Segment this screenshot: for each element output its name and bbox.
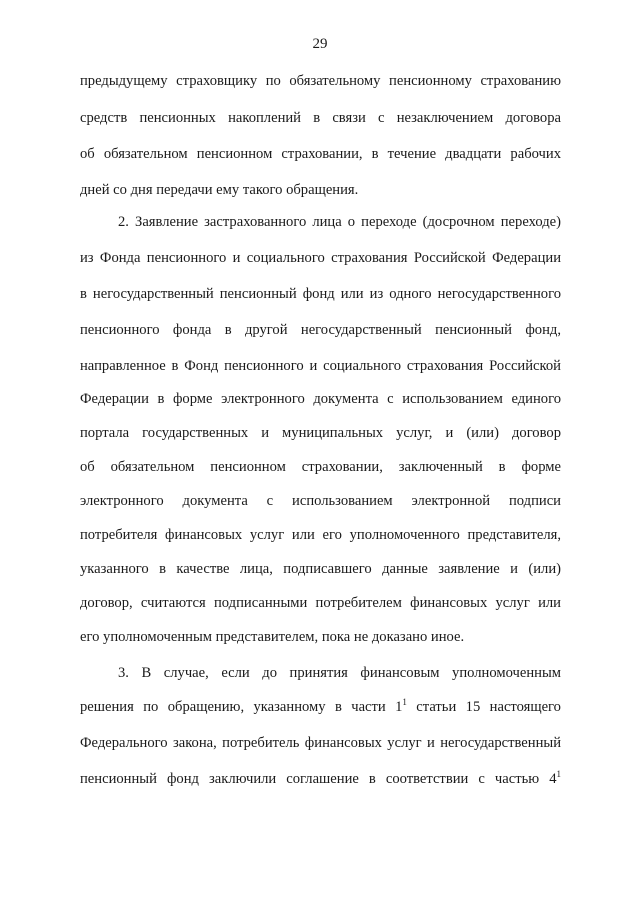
text-line <box>80 769 561 789</box>
page-number: 29 <box>312 36 328 52</box>
text-line <box>80 697 561 717</box>
paragraph-3-first-line: 3. В случае, если до принятия финансовым уполномоченным <box>118 665 561 681</box>
text-line: об обязательном пенсионном страховании, заключенный в форме <box>80 459 561 475</box>
text-line: договор, считаются подписанными потребителем финансовых услуг или <box>80 595 561 611</box>
text-line: Федерации в форме электронного документа с использованием единого <box>80 391 561 407</box>
text-line: направленное в Фонд пенсионного и социального страхования Российской <box>80 358 561 374</box>
text-line: дней со дня передачи ему такого обращения. <box>80 182 359 198</box>
text-segment: пенсионный фонд заключили соглашение в соответствии с частью 4 <box>80 771 557 787</box>
text-segment: решения по обращению, указанному в части 1 <box>80 699 403 715</box>
text-line: портала государственных и муниципальных услуг, и (или) договор <box>80 425 561 441</box>
text-line: в негосударственный пенсионный фонд или из одного негосударственного <box>80 286 561 302</box>
superscript: 1 <box>402 697 407 707</box>
text-line: электронного документа с использованием электронной подписи <box>80 493 561 509</box>
text-line: указанного в качестве лица, подписавшего данные заявление и (или) <box>80 561 561 577</box>
text-line: из Фонда пенсионного и социального страхования Российской Федерации <box>80 250 561 266</box>
text-segment: статьи 15 настоящего <box>406 699 561 715</box>
text-line: пенсионного фонда в другой негосударственный пенсионный фонд, <box>80 322 561 338</box>
text-line: предыдущему страховщику по обязательному пенсионному страхованию <box>80 73 561 89</box>
text-line: потребителя финансовых услуг или его уполномоченного представителя, <box>80 527 561 543</box>
text-line: его уполномоченным представителем, пока не доказано иное. <box>80 629 465 645</box>
text-line: Федерального закона, потребитель финансовых услуг и негосударственный <box>80 735 561 751</box>
paragraph-2-first-line: 2. Заявление застрахованного лица о переходе (досрочном переходе) <box>118 214 561 230</box>
text-line: об обязательном пенсионном страховании, в течение двадцати рабочих <box>80 146 561 162</box>
text-line: средств пенсионных накоплений в связи с незаключением договора <box>80 110 561 126</box>
superscript: 1 <box>556 769 561 779</box>
